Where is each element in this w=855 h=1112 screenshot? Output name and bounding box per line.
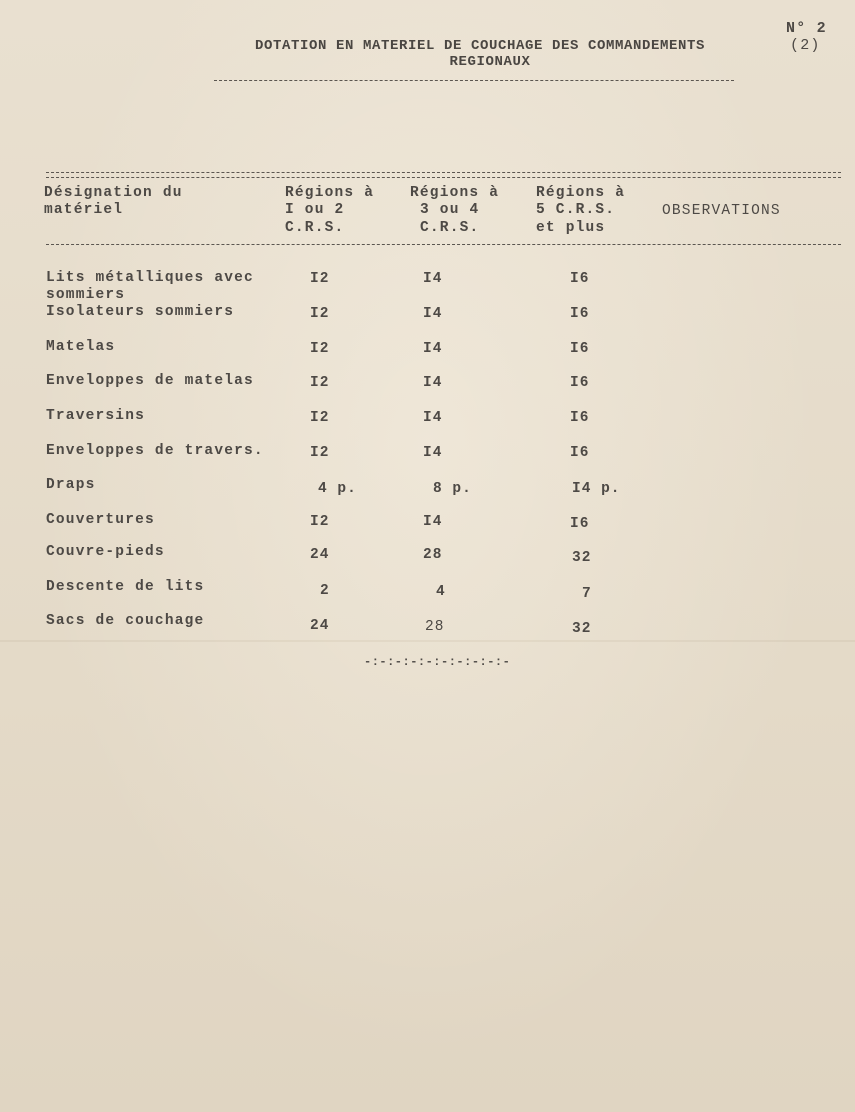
row-label: Enveloppes de travers.: [46, 443, 264, 459]
col-header-observations: OBSERVATIONS: [662, 203, 781, 219]
cell-regions-3-4: I4: [423, 410, 443, 426]
cell-regions-1-2: 2: [320, 583, 330, 599]
cell-regions-1-2: 4 p.: [318, 481, 357, 497]
col-header-regions-1-2-c: C.R.S.: [285, 220, 345, 236]
row-label: Sacs de couchage: [46, 613, 205, 629]
row-label: Couvre-pieds: [46, 544, 165, 560]
row-label: Isolateurs sommiers: [46, 304, 235, 320]
title-underline: [214, 80, 734, 81]
cell-regions-3-4: I4: [423, 306, 443, 322]
cell-regions-1-2: I2: [310, 306, 330, 322]
table-header-rule: [46, 244, 841, 245]
table-top-rule-2: [46, 177, 841, 178]
col-header-regions-5-c: et plus: [536, 220, 606, 236]
cell-regions-5: I4 p.: [572, 481, 621, 497]
table-top-rule-1: [46, 172, 841, 173]
cell-regions-3-4: I4: [423, 341, 443, 357]
row-label: Lits métalliques avec: [46, 270, 254, 286]
cell-regions-1-2: I2: [310, 445, 330, 461]
col-header-regions-3-4-a: Régions à: [410, 185, 500, 201]
cell-regions-5: 32: [572, 621, 592, 637]
col-header-regions-3-4-b: 3 ou 4: [420, 202, 480, 218]
col-header-regions-3-4-c: C.R.S.: [420, 220, 480, 236]
col-header-designation-2: matériel: [44, 202, 124, 218]
cell-regions-3-4: 8 p.: [433, 481, 472, 497]
cell-regions-1-2: I2: [310, 514, 330, 530]
cell-regions-5: 7: [582, 586, 592, 602]
col-header-regions-1-2-a: Régions à: [285, 185, 375, 201]
cell-regions-5: I6: [570, 516, 590, 532]
cell-regions-1-2: I2: [310, 341, 330, 357]
row-label: Draps: [46, 477, 96, 493]
col-header-regions-5-b: 5 C.R.S.: [536, 202, 616, 218]
page-number: N° 2: [786, 20, 827, 37]
cell-regions-1-2: I2: [310, 410, 330, 426]
cell-regions-5: I6: [570, 410, 590, 426]
cell-regions-3-4: I4: [423, 514, 443, 530]
row-label: Traversins: [46, 408, 146, 424]
cell-regions-5: I6: [570, 306, 590, 322]
col-header-designation-1: Désignation du: [44, 185, 183, 201]
row-label: Enveloppes de matelas: [46, 373, 254, 389]
col-header-regions-1-2-b: I ou 2: [285, 202, 345, 218]
cell-regions-1-2: I2: [310, 271, 330, 287]
row-label: Descente de lits: [46, 579, 205, 595]
cell-regions-3-4: 28: [423, 547, 443, 563]
end-ornament: -:-:-:-:-:-:-:-:-:-: [364, 655, 511, 669]
cell-regions-1-2: I2: [310, 375, 330, 391]
document-title-line1: DOTATION EN MATERIEL DE COUCHAGE DES COMMANDEMENTS: [254, 38, 706, 54]
row-label: Couvertures: [46, 512, 155, 528]
cell-regions-5: I6: [570, 445, 590, 461]
cell-regions-5: I6: [570, 271, 590, 287]
cell-regions-1-2: 24: [310, 547, 330, 563]
cell-regions-3-4: 28: [425, 619, 445, 635]
cell-regions-3-4: I4: [423, 375, 443, 391]
page-subnumber: (2): [790, 37, 821, 54]
cell-regions-1-2: 24: [310, 618, 330, 634]
cell-regions-5: I6: [570, 341, 590, 357]
cell-regions-3-4: 4: [436, 584, 446, 600]
row-label-continuation: sommiers: [46, 287, 126, 303]
cell-regions-3-4: I4: [423, 271, 443, 287]
document-title-line2: REGIONAUX: [449, 54, 531, 70]
paper-fold: [0, 640, 855, 642]
col-header-regions-5-a: Régions à: [536, 185, 626, 201]
cell-regions-5: 32: [572, 550, 592, 566]
cell-regions-5: I6: [570, 375, 590, 391]
row-label: Matelas: [46, 339, 116, 355]
cell-regions-3-4: I4: [423, 445, 443, 461]
